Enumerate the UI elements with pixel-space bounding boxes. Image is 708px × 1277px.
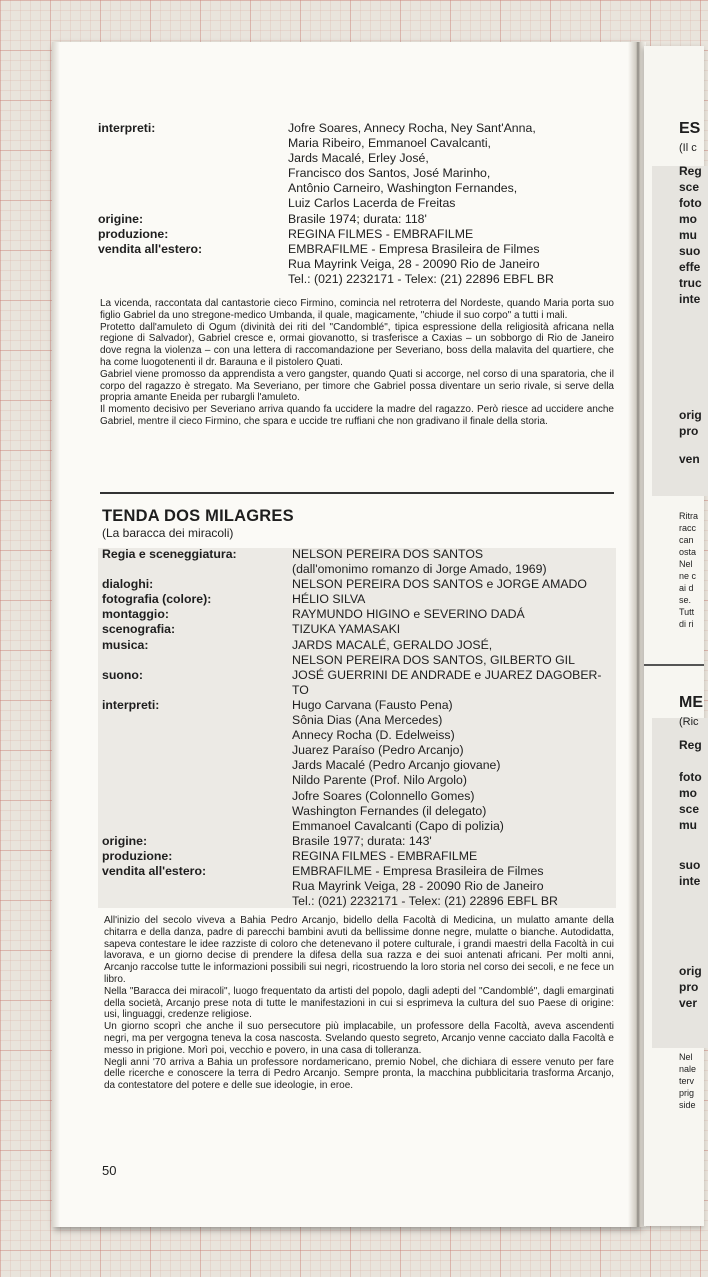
- credit-value: [292, 668, 602, 698]
- credit-label: interpreti:: [102, 697, 160, 712]
- credit-line: Annecy Rocha (D. Edelweiss): [292, 728, 455, 743]
- synopsis-paragraph: Un giorno scoprì che anche il suo persecutore più implacabile, un professore della Facoltà, aveva ascendenti negri, ma per vergogna teneva la cosa nascosta. Svelando questo segreto, Arcanjo venne cacciato dalla Facoltà e messo in prigione. Morì poi, vecchio e povero, in una casa di tolleranza.: [104, 1021, 614, 1056]
- credit-label: Regia e sceneggiatura:: [102, 547, 237, 561]
- credit-line: HÉLIO SILVA: [292, 592, 366, 607]
- credit-line: Washington Fernandes (il delegato): [292, 803, 487, 818]
- right-label-fragment: sce: [679, 802, 700, 816]
- page-number: 50: [102, 1163, 117, 1178]
- credit-line: Jards Macalé (Pedro Arcanjo giovane): [292, 758, 501, 773]
- credit-label: scenografia:: [102, 622, 176, 637]
- right-text-fragment: Nel: [679, 559, 693, 569]
- right-label-fragment: truc: [679, 276, 702, 290]
- right-label-fragment: Reg: [679, 164, 702, 178]
- credit-label: vendita all'estero:: [102, 863, 207, 878]
- right-label-fragment: orig: [679, 964, 702, 978]
- credit-line: Rua Mayrink Veiga, 28 - 20090 Rio de Janeiro: [292, 879, 544, 894]
- right-subtitle-fragment: (Ric: [679, 716, 699, 728]
- right-text-fragment: Tutt: [679, 607, 695, 617]
- film1-credits: [98, 121, 618, 287]
- credit-row: [102, 547, 616, 577]
- credit-row: [102, 592, 616, 607]
- right-text-fragment: nale: [679, 1064, 697, 1074]
- credit-row: [102, 698, 616, 834]
- credit-line: (dall'omonimo romanzo di Jorge Amado, 1969): [292, 562, 547, 577]
- credit-line: Jards Macalé, Erley José,: [288, 151, 429, 166]
- right-label-fragment: Reg: [679, 738, 702, 752]
- right-label-fragment: suo: [679, 244, 701, 258]
- credit-label: fotografia (colore):: [102, 592, 212, 607]
- film2-synopsis: [104, 915, 614, 1092]
- credit-label: dialoghi:: [102, 577, 154, 592]
- credit-line: NELSON PEREIRA DOS SANTOS: [292, 547, 484, 561]
- right-label-fragment: inte: [679, 874, 701, 888]
- credit-line: JARDS MACALÉ, GERALDO JOSÉ,: [292, 637, 493, 652]
- credit-line: Antônio Carneiro, Washington Fernandes,: [288, 181, 518, 196]
- credit-label: vendita all'estero:: [98, 241, 203, 256]
- credit-value: [288, 242, 554, 287]
- right-label-fragment: ver: [679, 996, 698, 1010]
- credit-line: Nildo Parente (Prof. Nilo Argolo): [292, 773, 467, 788]
- film2-credits: [102, 547, 616, 909]
- right-label-fragment: mu: [679, 228, 697, 242]
- credit-value: [292, 547, 547, 577]
- credit-label: produzione:: [102, 848, 173, 863]
- credit-label: origine:: [102, 833, 148, 848]
- film2-subtitle: (La baracca dei miracoli): [102, 526, 234, 540]
- right-text-fragment: ne c: [679, 571, 697, 581]
- credit-line: Juarez Paraíso (Pedro Arcanjo): [292, 743, 464, 758]
- credit-line: TO: [292, 682, 309, 697]
- synopsis-paragraph: Protetto dall'amuleto di Ogum (divinità dei riti del "Candomblé", tipica espressione della religiosità africana nella regione di Salvador), Gabriel cresce e, ormai giovanotto, si trasferisce a Caxias – un sobborgo di Rio de Janeiro dove regna la violenza – con una lettera di raccomandazione per Severiano, boss della malavita del quartiere, che ha come luogotenenti il dr. Barauna e il pistolero Quati.: [100, 321, 614, 368]
- synopsis-paragraph: Il momento decisivo per Severiano arriva quando fa uccidere la madre del ragazzo. Però riesce ad uccidere anche Gabriel, mentre il cieco Firmino, che spara e uccide tre ruffiani che non gradivano il finale della storia.: [100, 404, 614, 427]
- right-text-fragment: side: [679, 1100, 696, 1110]
- credit-value: [288, 212, 427, 227]
- credit-value: [292, 592, 365, 607]
- right-label-fragment: pro: [679, 424, 699, 438]
- credit-row: [102, 607, 616, 622]
- credit-line: Tel.: (021) 2232171 - Telex: (21) 22896 EBFL BR: [288, 271, 554, 286]
- right-label-fragment: effe: [679, 260, 701, 274]
- credit-value: [292, 698, 504, 834]
- credit-row: [102, 638, 616, 668]
- right-label-fragment: mo: [679, 786, 697, 800]
- credit-line: Francisco dos Santos, José Marinho,: [288, 166, 491, 181]
- credit-line: JOSÉ GUERRINI DE ANDRADE e JUAREZ DAGOBER-: [292, 667, 602, 682]
- synopsis-paragraph: La vicenda, raccontata dal cantastorie cieco Firmino, comincia nel retroterra del Nordeste, quando Maria porta suo figlio Gabriel da uno stregone-medico Umbanda, il quale, magicamente, "chiude il suo corpo" a tutti i mali.: [100, 298, 614, 321]
- credit-line: Brasile 1974; durata: 118': [288, 211, 427, 226]
- right-label-fragment: inte: [679, 292, 701, 306]
- right-label-fragment: pro: [679, 980, 699, 994]
- right-title-fragment: ES: [679, 120, 701, 137]
- credit-line: REGINA FILMES - EMBRAFILME: [292, 848, 478, 863]
- credit-line: NELSON PEREIRA DOS SANTOS e JORGE AMADO: [292, 577, 587, 592]
- credit-value: [288, 227, 473, 242]
- credit-label: suono:: [102, 667, 143, 682]
- credit-row: [102, 864, 616, 909]
- credit-line: REGINA FILMES - EMBRAFILME: [288, 226, 474, 241]
- right-text-fragment: racc: [679, 523, 697, 533]
- right-label-fragment: mo: [679, 212, 697, 226]
- film2-title: TENDA DOS MILAGRES: [102, 507, 294, 525]
- credit-value: [288, 121, 536, 212]
- right-label-fragment: mu: [679, 818, 697, 832]
- credit-line: Luiz Carlos Lacerda de Freitas: [288, 196, 456, 211]
- credit-line: Hugo Carvana (Fausto Pena): [292, 697, 453, 712]
- right-text-fragment: terv: [679, 1076, 695, 1086]
- credit-line: TIZUKA YAMASAKI: [292, 622, 401, 637]
- credit-label: montaggio:: [102, 607, 169, 622]
- right-subtitle-fragment: (Il c: [679, 142, 697, 154]
- credit-value: [292, 849, 477, 864]
- credit-line: EMBRAFILME - Empresa Brasileira de Filmes: [292, 863, 544, 878]
- credit-row: [98, 227, 618, 242]
- synopsis-paragraph: Negli anni '70 arriva a Bahia un professore nordamericano, premio Nobel, che dichiara di essere venuto per fare delle ricerche e conoscere la terra di Pedro Arcanjo. Sempre pronta, la macchina pubblicitaria trasforma Arcanjo, da contestatore del potere e delle sue ideologie, in eroe.: [104, 1056, 614, 1092]
- credit-row: [98, 212, 618, 227]
- credit-line: Rua Mayrink Veiga, 28 - 20090 Rio de Janeiro: [288, 256, 540, 271]
- credit-label: interpreti:: [98, 121, 156, 135]
- credit-row: [102, 668, 616, 698]
- right-text-fragment: se.: [679, 595, 692, 605]
- right-text-fragment: can: [679, 535, 694, 545]
- credit-label: musica:: [102, 637, 149, 652]
- credit-row: [98, 121, 618, 212]
- right-page: [644, 46, 704, 1226]
- credit-row: [98, 242, 618, 287]
- credit-line: Emmanoel Cavalcanti (Capo di polizia): [292, 818, 504, 833]
- right-text-fragment: osta: [679, 547, 697, 557]
- credit-row: [102, 849, 616, 864]
- synopsis-paragraph: Nella "Baracca dei miracoli", luogo frequentato da artisti del popolo, dagli adepti del "Candomblé", dagli emarginati della società, Arcanjo prese nota di tutte le manifestazioni in cui si esprimeva la cultura del suo Paese di origine: usi, linguaggi, credenze religiose.: [104, 985, 614, 1021]
- right-title-fragment: ME: [679, 694, 703, 711]
- credit-row: [102, 577, 616, 592]
- credit-line: NELSON PEREIRA DOS SANTOS, GILBERTO GIL: [292, 652, 575, 667]
- credit-value: [292, 864, 558, 909]
- right-label-fragment: suo: [679, 858, 701, 872]
- right-text-fragment: ai d: [679, 583, 694, 593]
- credit-line: Tel.: (021) 2232171 - Telex: (21) 22896 EBFL BR: [292, 894, 558, 909]
- section-divider: [100, 492, 614, 494]
- credit-line: EMBRAFILME - Empresa Brasileira de Filmes: [288, 241, 540, 256]
- film1-synopsis: [100, 298, 614, 428]
- credit-value: [292, 638, 575, 668]
- right-text-fragment: Ritra: [679, 511, 699, 521]
- right-text-fragment: Nel: [679, 1052, 693, 1062]
- credit-line: Jofre Soares, Annecy Rocha, Ney Sant'Anna,: [288, 121, 536, 135]
- credit-row: [102, 834, 616, 849]
- right-label-fragment: foto: [679, 770, 702, 784]
- credit-line: Jofre Soares (Colonnello Gomes): [292, 788, 475, 803]
- credit-value: [292, 577, 587, 592]
- right-section-divider: [644, 664, 704, 666]
- synopsis-paragraph: Gabriel viene promosso da apprendista a vero gangster, quando Quati si accorge, nel corso di una sparatoria, che il corpo del ragazzo è stregato. Ma Severiano, per timore che Gabriel possa diventare un serio rivale, si serve della propria amante Eneida per rubargli l'amuleto.: [100, 368, 614, 404]
- right-text-fragment: di ri: [679, 619, 694, 629]
- credit-row: [102, 622, 616, 637]
- right-label-fragment: ven: [679, 452, 700, 466]
- credit-line: RAYMUNDO HIGINO e SEVERINO DADÁ: [292, 607, 525, 622]
- right-label-fragment: foto: [679, 196, 702, 210]
- credit-value: [292, 607, 525, 622]
- synopsis-paragraph: All'inizio del secolo viveva a Bahia Pedro Arcanjo, bidello della Facoltà di Medicina, un mulatto amante della chitarra e della danza, padre di parecchi bambini avuti da bellissime donne negre, mulatte o bianche. Autodidatta, sapeva contestare le idee razziste di coloro che detenevano il potere culturale, i grandi maestri della Facoltà in cui lavorava, e un giorno decise di prendere la difesa della sua razza e dei suoi antenati africani. Per molti anni, Arcanjo raccolse tutte le informazioni possibili sui negri, ricostruendo la loro storia nel corso dei secoli, e ne fece un libro.: [104, 915, 614, 985]
- credit-line: Maria Ribeiro, Emmanoel Cavalcanti,: [288, 136, 491, 151]
- credit-line: Sônia Dias (Ana Mercedes): [292, 713, 443, 728]
- right-text-fragment: prig: [679, 1088, 695, 1098]
- right-label-fragment: sce: [679, 180, 700, 194]
- credit-label: produzione:: [98, 226, 169, 241]
- credit-label: origine:: [98, 211, 144, 226]
- credit-value: [292, 834, 432, 849]
- credit-value: [292, 622, 400, 637]
- credit-line: Brasile 1977; durata: 143': [292, 833, 432, 848]
- right-label-fragment: orig: [679, 408, 702, 422]
